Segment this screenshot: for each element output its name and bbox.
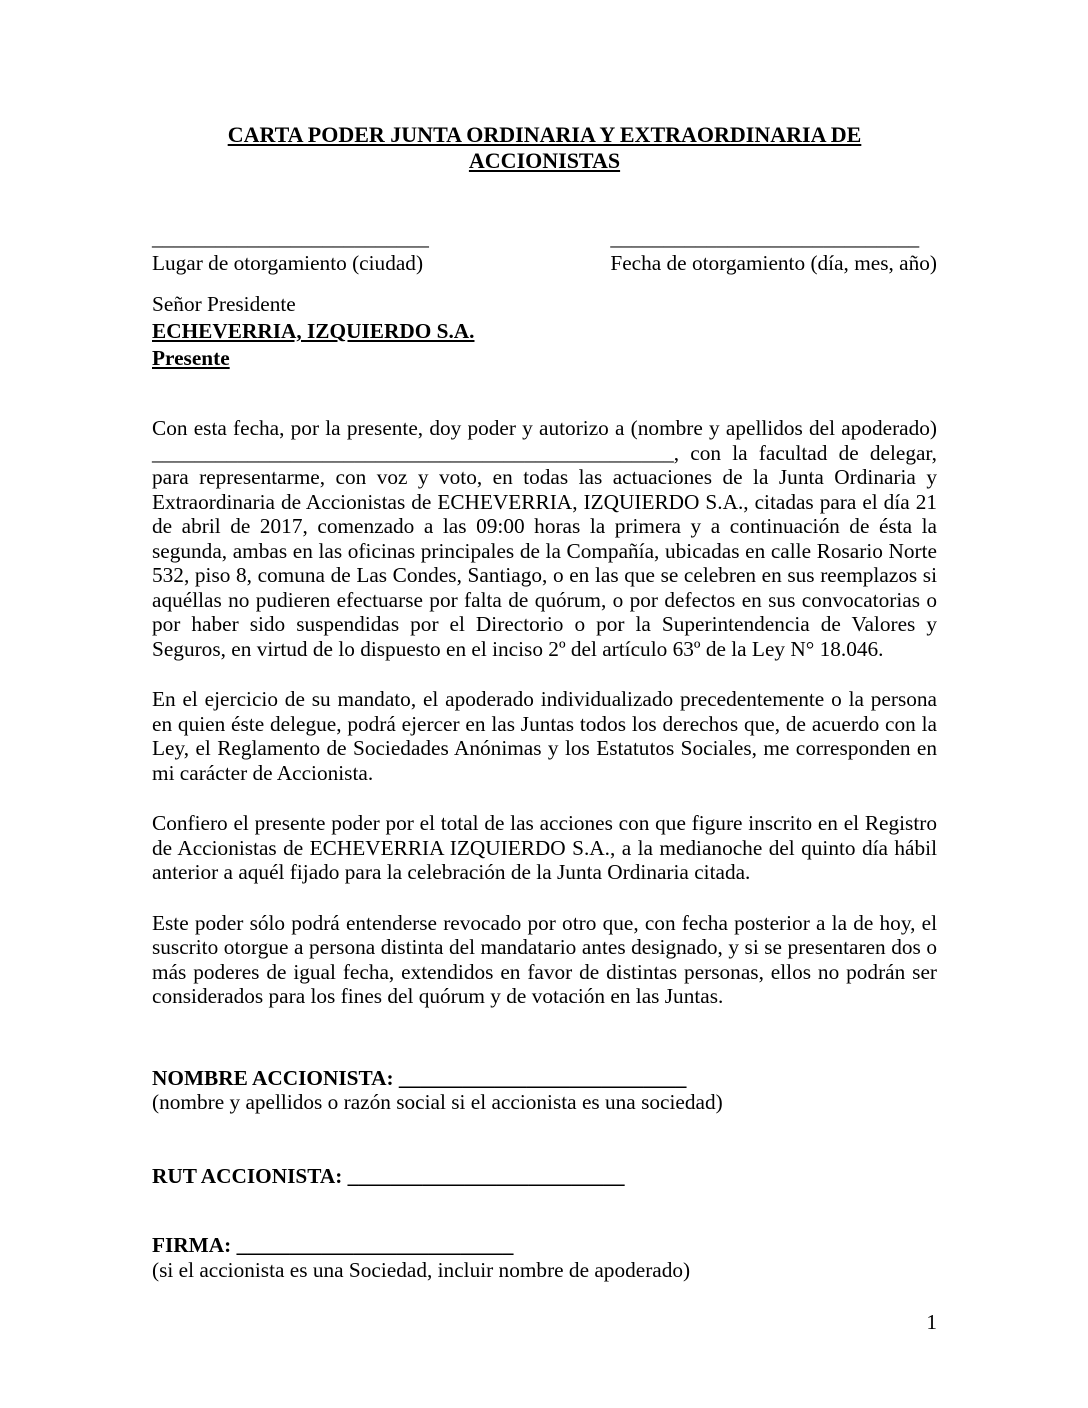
place-block <box>152 226 429 275</box>
nombre-label: NOMBRE ACCIONISTA: <box>152 1065 394 1090</box>
field-rut-accionista <box>152 1164 937 1189</box>
paragraph-mandate-rights: En el ejercicio de su mandato, el apoderado individualizado precedentemente o la persona en quien éste delegue, podrá ejercer en las Juntas todos los derechos que, de acuerdo con la Ley, el Reglamento de Sociedades Anónimas y los Estatutos Sociales, me corresponden en mi carácter de Accionista. <box>152 687 937 785</box>
document-title: CARTA PODER JUNTA ORDINARIA Y EXTRAORDINARIA DE ACCIONISTAS <box>227 122 862 173</box>
paragraph-power-grant-rest: , con la facultad de delegar, para representarme, con voz y voto, en todas las actuaciones de la Junta Ordinaria y Extraordinaria de Accionistas de ECHEVERRIA, IZQUIERDO S.A., citadas para el día 21 de abril de 2017, comenzado a las 09:00 horas la primera y a continuación de ésta la segunda, ambas en las oficinas principales de la Compañía, ubicadas en calle Rosario Norte 532, piso 8, comuna de Las Condes, Santiago, o en las que se celebren en sus reemplazos si aquéllas no pudieren efectuarse por falta de quórum, o por defectos en sus convocatorias o por haber sido suspendidas por el Directorio o por la Superintendencia de Valores y Seguros, en virtud de lo dispuesto en el inciso 2º del artículo 63º de la Ley N° 18.046. <box>152 440 937 661</box>
otorgamiento-row <box>152 226 937 275</box>
date-label: Fecha de otorgamiento (día, mes, año) <box>610 250 937 275</box>
date-block <box>610 226 937 275</box>
firma-line <box>152 1233 937 1258</box>
firma-note: (si el accionista es una Sociedad, incluir nombre de apoderado) <box>152 1257 691 1282</box>
field-firma <box>152 1233 937 1282</box>
field-nombre-accionista <box>152 1066 937 1115</box>
nombre-note: (nombre y apellidos o razón social si el accionista es una sociedad) <box>152 1090 723 1114</box>
page-number: 1 <box>926 1310 937 1334</box>
paragraph-revocation: Este poder sólo podrá entenderse revocado por otro que, con fecha posterior a la de hoy, el suscrito otorgue a persona distinta del mandatario antes designado, y si se presentaren dos o más poderes de igual fecha, extendidos en favor de distintas personas, ellos no podrán ser considerados para los fines del quórum y de votación en las Juntas. <box>152 910 937 1008</box>
paragraph-shares-total: Confiero el presente poder por el total de las acciones con que figure inscrito en el Registro de Accionistas de ECHEVERRIA IZQUIERDO S.A., a la medianoche del quinto día hábil anterior a aquél fijado para la celebración de la Junta Ordinaria citada. <box>152 811 937 884</box>
rut-label: RUT ACCIONISTA: <box>152 1163 343 1188</box>
nombre-line <box>152 1066 937 1091</box>
place-blank-line: __________________________ <box>152 226 429 250</box>
addressee-company: ECHEVERRIA, IZQUIERDO S.A. <box>152 319 475 343</box>
firma-label: FIRMA: <box>152 1233 232 1257</box>
apoderado-name-blank: _________________________________________________ <box>152 440 674 465</box>
paragraph-power-grant-lead: Con esta fecha, por la presente, doy poder y autorizo a (nombre y apellidos del apoderado) <box>152 416 937 440</box>
addressee-block <box>152 291 937 372</box>
firma-blank-line: __________________________ <box>231 1233 514 1257</box>
addressee-salutation: Señor Presidente <box>152 292 296 316</box>
addressee-presente: Presente <box>152 346 230 370</box>
rut-blank-line: __________________________ <box>342 1163 625 1188</box>
place-label: Lugar de otorgamiento (ciudad) <box>152 250 424 275</box>
nombre-blank-line: ___________________________ <box>393 1065 687 1090</box>
document-content <box>152 0 937 1282</box>
paragraph-power-grant <box>152 416 937 661</box>
date-blank-line: _____________________________ <box>610 226 920 250</box>
rut-line <box>152 1164 937 1189</box>
